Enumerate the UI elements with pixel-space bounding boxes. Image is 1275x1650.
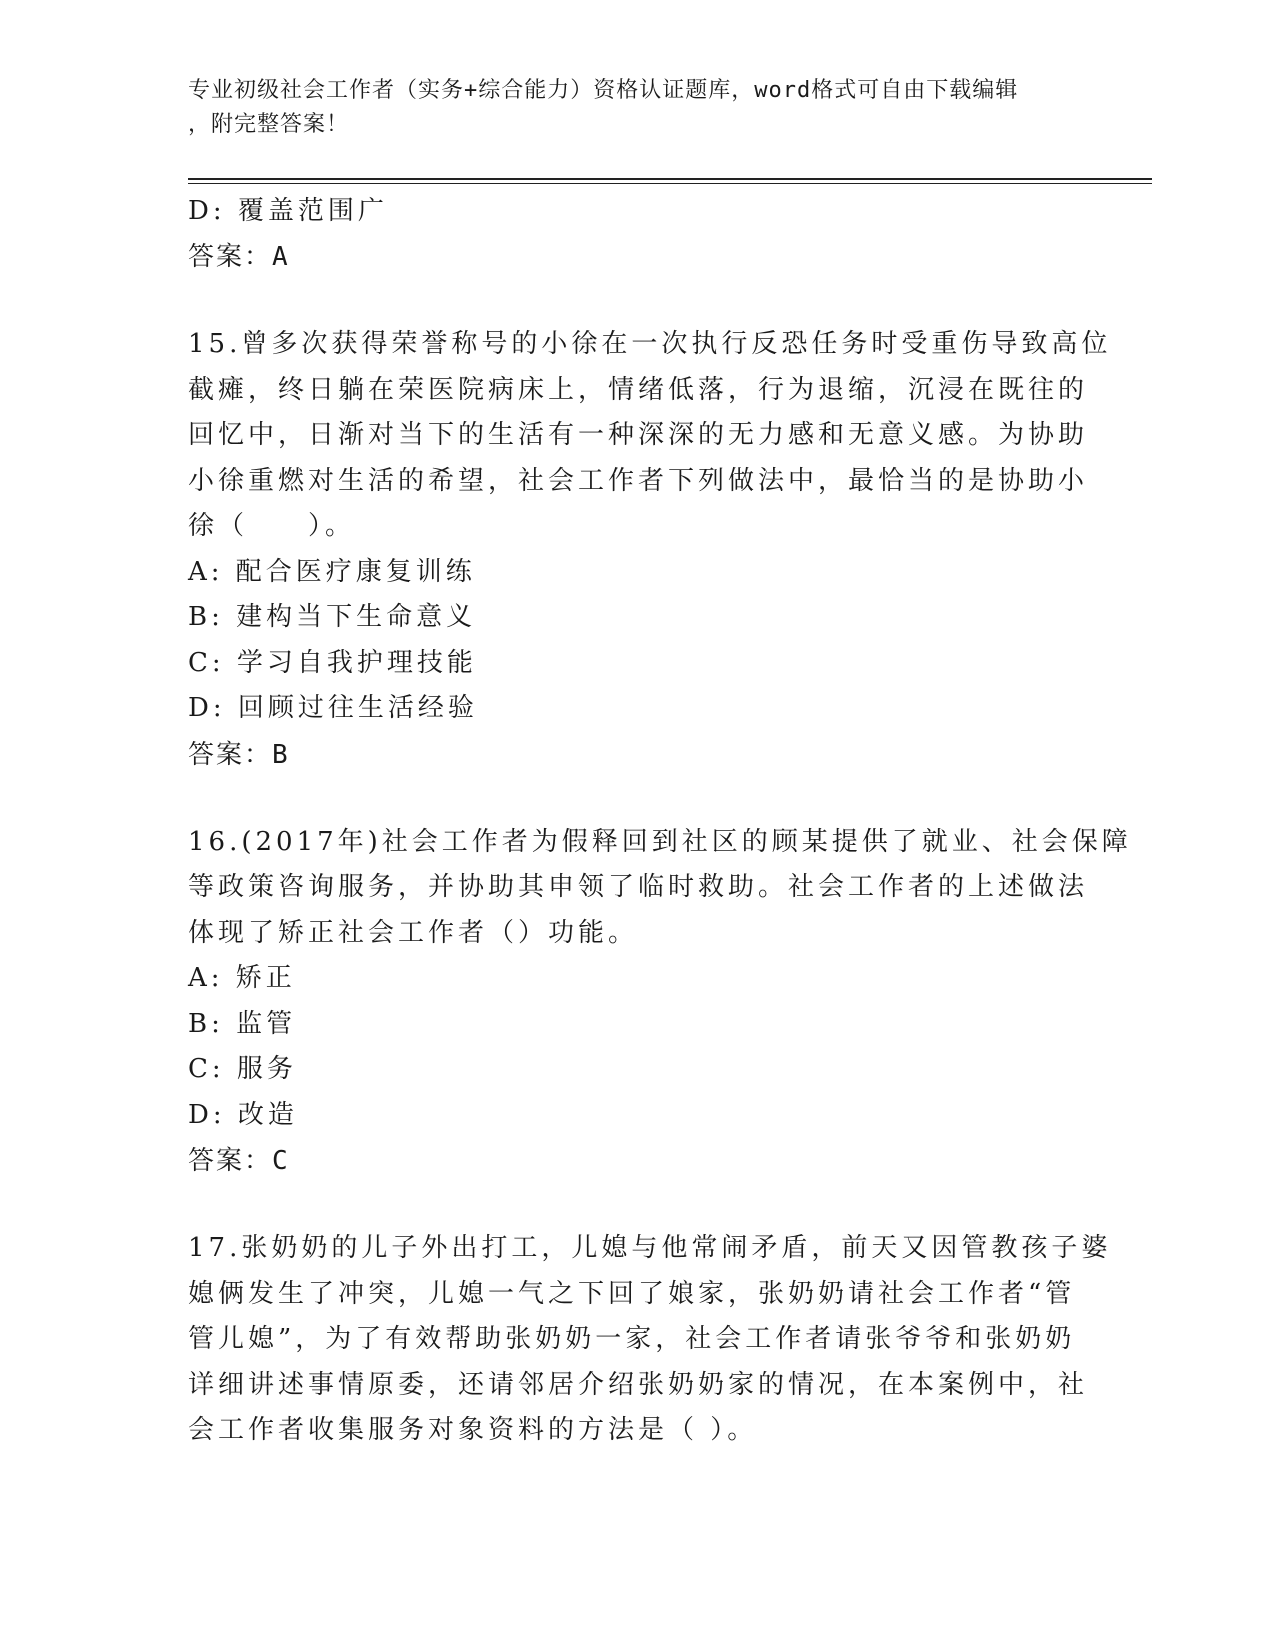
answer-value: C xyxy=(272,1146,290,1176)
question-16 xyxy=(188,820,1132,1185)
question-stem-line: 17.张奶奶的儿子外出打工，儿媳与他常闹矛盾，前天又因管教孩子婆 xyxy=(188,1233,1112,1263)
option-d: D: 覆盖范围广 xyxy=(188,196,388,226)
answer-label: 答案： xyxy=(188,1146,273,1176)
question-stem-line: 详细讲述事情原委，还请邻居介绍张奶奶家的情况，在本案例中，社 xyxy=(188,1369,1089,1400)
option-d: D: 改造 xyxy=(188,1099,298,1130)
answer-label: 答案： xyxy=(188,242,273,272)
header-title-line-1: 专业初级社会工作者（实务+综合能力）资格认证题库，word格式可自由下载编辑 xyxy=(188,78,1019,103)
spacer xyxy=(188,778,1088,820)
question-stem-line: 媳俩发生了冲突，儿媳一气之下回了娘家，张奶奶请社会工作者“管 xyxy=(188,1278,1076,1309)
header-divider-thin xyxy=(188,183,1152,184)
question-stem-line: 回忆中，日渐对当下的生活有一种深深的无力感和无意义感。为协助 xyxy=(188,420,1089,450)
page-header xyxy=(188,74,1088,142)
spacer xyxy=(188,280,1088,322)
header-title-line-2: ，附完整答案！ xyxy=(188,112,350,137)
answer-value: B xyxy=(272,739,290,770)
question-stem-line: 管儿媳”，为了有效帮助张奶奶一家，社会工作者请张爷爷和张奶奶 xyxy=(188,1324,1076,1354)
option-d: D: 回顾过往生活经验 xyxy=(188,693,478,723)
prev-question xyxy=(188,188,1088,280)
option-c: C: 服务 xyxy=(188,1054,297,1084)
option-b: B: 建构当下生命意义 xyxy=(188,602,477,632)
option-a: A: 配合医疗康复训练 xyxy=(188,556,476,587)
answer-line xyxy=(188,732,1088,778)
question-stem-line: 截瘫，终日躺在荣医院病床上，情绪低落，行为退缩，沉浸在既往的 xyxy=(188,374,1089,405)
question-17 xyxy=(188,1226,1112,1454)
question-15 xyxy=(188,322,1112,778)
question-stem-line: 会工作者收集服务对象资料的方法是（ ）。 xyxy=(188,1415,758,1445)
option-c: C: 学习自我护理技能 xyxy=(188,647,477,678)
document-body xyxy=(188,188,1132,1454)
question-stem-line: 徐（ ）。 xyxy=(188,511,356,541)
header-divider xyxy=(188,178,1152,180)
question-stem-line: 16.(2017年)社会工作者为假释回到社区的顾某提供了就业、社会保障 xyxy=(188,826,1132,857)
answer-line xyxy=(188,234,1088,280)
question-stem-line: 等政策咨询服务，并协助其申领了临时救助。社会工作者的上述做法 xyxy=(188,872,1089,902)
answer-line xyxy=(188,1138,1088,1184)
option-b: B: 监管 xyxy=(188,1008,297,1039)
question-stem-line: 小徐重燃对生活的希望，社会工作者下列做法中，最恰当的是协助小 xyxy=(188,465,1089,496)
question-stem-line: 15.曾多次获得荣誉称号的小徐在一次执行反恐任务时受重伤导致高位 xyxy=(188,329,1112,359)
answer-value: A xyxy=(272,242,290,272)
spacer xyxy=(188,1184,1088,1226)
question-stem-line: 体现了矫正社会工作者（）功能。 xyxy=(188,917,639,948)
answer-label: 答案： xyxy=(188,739,273,770)
option-a: A: 矫正 xyxy=(188,963,296,993)
